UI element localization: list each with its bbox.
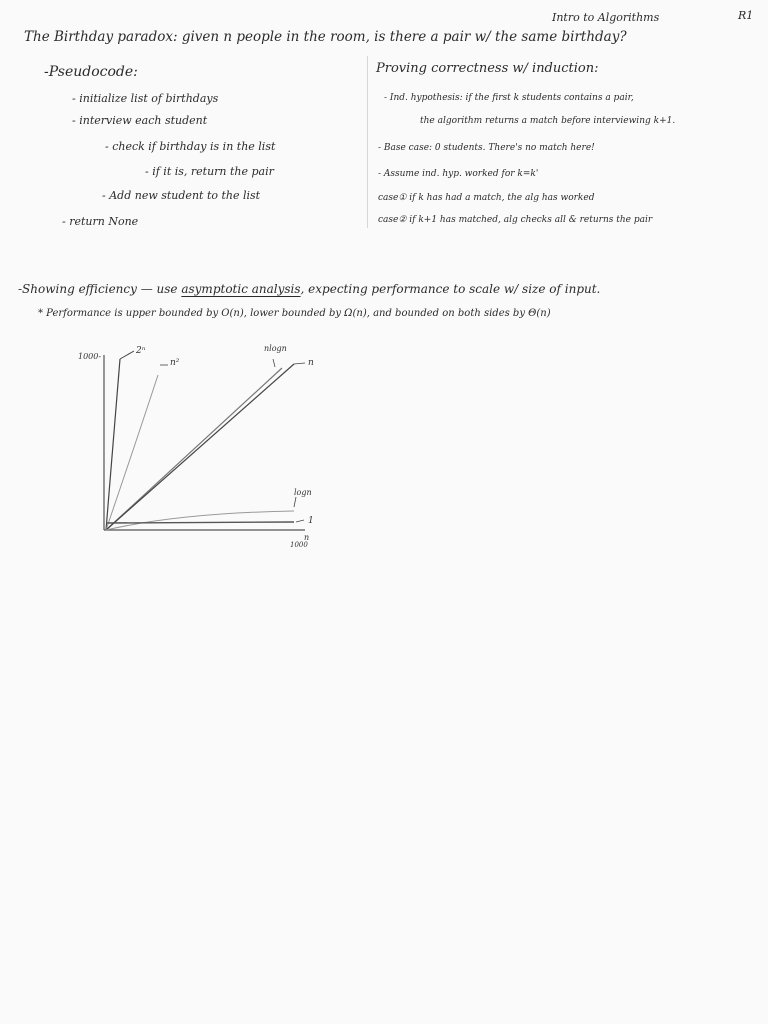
proof-line: - Assume ind. hyp. worked for k=k' xyxy=(378,169,539,179)
pseudocode-heading: -Pseudocode: xyxy=(44,64,138,80)
y-tick-label: 1000- xyxy=(78,352,102,361)
x-variable-label: n xyxy=(304,533,310,542)
curve-constant-tick xyxy=(296,520,304,522)
efficiency-rest: , expecting performance to scale w/ size of input. xyxy=(300,282,601,296)
asymptotic-analysis-term: asymptotic analysis xyxy=(181,282,301,296)
page-mark: R1 xyxy=(738,9,754,22)
curve-label: 1 xyxy=(308,516,314,526)
pseudocode-line: - Add new student to the list xyxy=(102,189,261,202)
curve-label: nlogn xyxy=(264,344,287,353)
pseudocode-line: - interview each student xyxy=(72,114,208,127)
curve-label: n² xyxy=(170,358,180,368)
proof-line: - Ind. hypothesis: if the first k students contains a pair, xyxy=(384,93,634,103)
pseudocode-line: - initialize list of birthdays xyxy=(72,92,219,105)
pseudocode-line: - if it is, return the pair xyxy=(145,165,274,178)
page-title: The Birthday paradox: given n people in the room, is there a pair w/ the same birthday? xyxy=(24,29,627,45)
curve-n-tick xyxy=(294,363,305,364)
proof-line: case② if k+1 has matched, alg checks all & returns the pair xyxy=(378,215,653,225)
column-divider xyxy=(367,56,368,228)
curve-label: n xyxy=(308,358,314,368)
efficiency-intro: -Showing efficiency — use xyxy=(18,282,178,296)
efficiency-line xyxy=(18,283,600,295)
curve-2n-label-line xyxy=(120,351,134,359)
proof-line: the algorithm returns a match before interviewing k+1. xyxy=(420,116,676,126)
course-title: Intro to Algorithms xyxy=(552,11,660,24)
proof-heading: Proving correctness w/ induction: xyxy=(376,61,599,76)
pseudocode-line: - check if birthday is in the list xyxy=(105,140,276,153)
proof-line: case① if k has had a match, the alg has worked xyxy=(378,193,595,203)
curve-nlogn-tick xyxy=(273,359,275,367)
growth-rate-graph xyxy=(60,335,330,550)
curve-constant xyxy=(106,522,294,523)
curve-label: logn xyxy=(294,488,312,497)
curve-nlogn xyxy=(106,368,282,530)
pseudocode-line: - return None xyxy=(62,215,139,228)
curve-2n xyxy=(106,359,120,530)
curve-logn-tick xyxy=(294,497,296,507)
performance-bounds-line: * Performance is upper bounded by O(n), lower bounded by Ω(n), and bounded on both sides by Θ(n) xyxy=(38,308,551,319)
x-tick-label: 1000 xyxy=(290,541,308,549)
curve-label: 2ⁿ xyxy=(136,346,146,356)
proof-line: - Base case: 0 students. There's no match here! xyxy=(378,143,595,153)
curve-logn xyxy=(106,511,294,530)
